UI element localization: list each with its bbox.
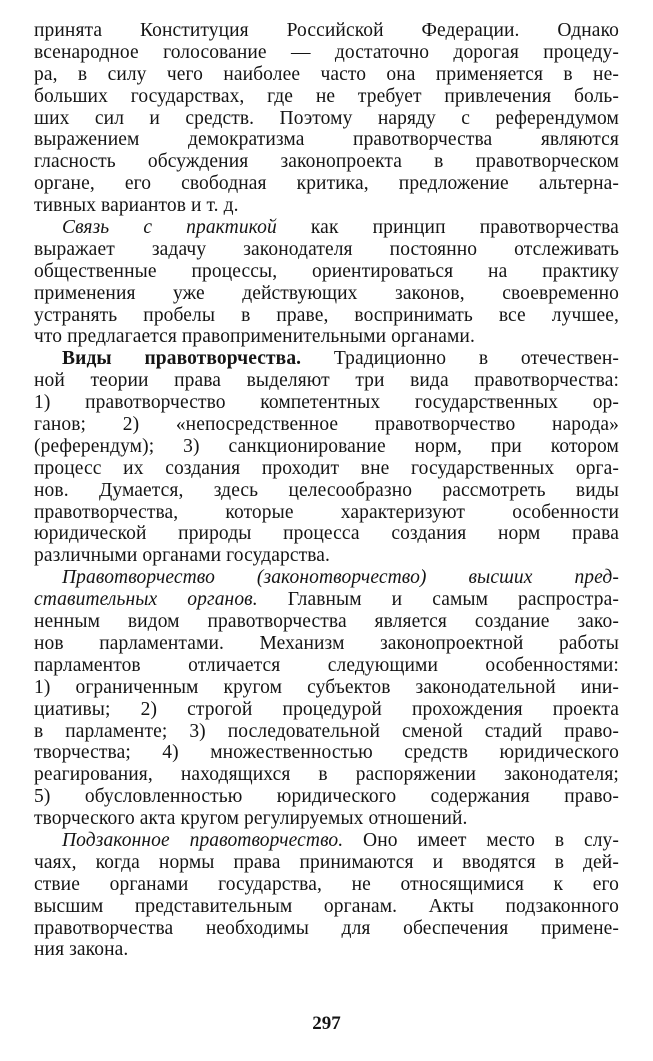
word: прохождения [412, 698, 523, 720]
word: создание [474, 611, 550, 633]
word: предложение [398, 173, 509, 195]
word: процедурой [282, 698, 382, 720]
word: проекта [552, 698, 619, 720]
word: правоприменительными [181, 326, 392, 348]
word: Механизм [259, 632, 345, 654]
word: обусловленностью [84, 786, 243, 808]
word: средств. [185, 107, 255, 129]
text-line [34, 261, 619, 283]
word: сил [94, 107, 125, 129]
word: слу- [583, 829, 619, 851]
word: правотворчества. [144, 348, 302, 370]
word: ра, [34, 63, 58, 85]
text-line [34, 370, 619, 392]
word: орга- [575, 457, 619, 479]
text-line [34, 283, 619, 305]
word: где [267, 85, 294, 107]
word: права [572, 523, 619, 545]
word: правотворчество [374, 414, 516, 436]
word: критика, [296, 173, 369, 195]
word: право- [564, 786, 619, 808]
word: достаточно [334, 41, 430, 63]
word: правотворчества: [474, 370, 619, 392]
word: видом [127, 611, 180, 633]
word: кругом [223, 676, 283, 698]
word: Традиционно [333, 348, 447, 370]
word: целесообразно [288, 479, 413, 501]
text-line [34, 20, 619, 42]
paragraph [34, 348, 619, 567]
word: особенностями: [485, 654, 619, 676]
word: что [34, 326, 68, 348]
word: три [355, 370, 385, 392]
word: вводятся [462, 851, 536, 873]
word: виды [575, 479, 619, 501]
word: правотворчества [34, 917, 174, 939]
word: последовательной [227, 720, 380, 742]
word: его [124, 173, 152, 195]
word: содержания [430, 786, 530, 808]
word: строгой [187, 698, 253, 720]
word: Главным [287, 589, 362, 611]
word: законопроекта [280, 151, 403, 173]
paragraph [34, 20, 619, 217]
word: праве, [276, 304, 329, 326]
word: парламентов [34, 654, 141, 676]
word: сменой [401, 720, 463, 742]
word: она [386, 63, 416, 85]
word: Конституция [139, 20, 249, 41]
word: обсуждения [147, 151, 249, 173]
word: органе, [34, 173, 95, 195]
word: Виды [62, 348, 112, 370]
word: котором [550, 435, 619, 457]
word: в [434, 151, 444, 173]
word: референдумом [495, 107, 619, 129]
word: требует [357, 85, 422, 107]
word: стадий [484, 720, 543, 742]
word: лучшее, [551, 304, 619, 326]
word: имеет [417, 829, 467, 851]
word: Поэтому [279, 107, 353, 129]
word: государственных [414, 392, 559, 414]
word: в [554, 829, 565, 851]
word: норм, [414, 435, 462, 457]
word: принцип [372, 217, 446, 239]
word: воспринимать [354, 304, 473, 326]
word: дей- [583, 851, 619, 873]
word: дорогая [453, 41, 519, 63]
word: законов, [395, 282, 465, 304]
word: циативы; [34, 698, 111, 720]
word: практику [542, 260, 619, 282]
word: государства, [218, 873, 322, 895]
word: процессы, [191, 260, 278, 282]
word: «непосредственное [175, 414, 339, 436]
text-line [34, 523, 619, 545]
text-line [34, 86, 619, 108]
word: и [432, 851, 444, 873]
text-line [34, 611, 619, 633]
word: отечествен- [520, 348, 619, 370]
word: парламенте; [65, 720, 168, 742]
word: альтерна- [538, 173, 619, 195]
word: 2) [122, 414, 140, 436]
word: д. [223, 195, 239, 217]
word: ор- [592, 392, 619, 414]
word: и [391, 589, 403, 611]
word: ставительных [34, 589, 158, 611]
word: правотворчество. [189, 829, 344, 851]
text-line [34, 918, 619, 940]
word: отличается [188, 654, 281, 676]
word: создания [165, 457, 241, 479]
word: необходимы [205, 917, 309, 939]
text-line [34, 305, 619, 327]
text-line [34, 414, 619, 436]
word: в [478, 348, 489, 370]
word: высших [468, 567, 533, 589]
word: в [241, 304, 251, 326]
word: характеризуют [340, 501, 466, 523]
text-line [34, 108, 619, 130]
word: средств [404, 742, 469, 764]
text-line [34, 721, 619, 743]
word: в [563, 63, 573, 85]
word: Федерации. [421, 20, 520, 41]
word: примене- [540, 917, 619, 939]
word: ствие [34, 873, 80, 895]
word: все [498, 304, 526, 326]
word: юридического [276, 786, 397, 808]
word: творчества; [34, 742, 131, 764]
word: относящимися [400, 873, 524, 895]
text-line [34, 502, 619, 524]
word: права [174, 370, 222, 392]
word: не [351, 873, 371, 895]
word: зако- [577, 611, 619, 633]
word: вне [360, 457, 390, 479]
text-line [34, 195, 619, 217]
text-line [34, 545, 619, 567]
word: регулируемых [244, 808, 369, 830]
word: в [318, 764, 328, 786]
text-line [34, 896, 619, 918]
word: 1) [34, 392, 51, 414]
word: органами. [391, 326, 475, 348]
text-line [34, 326, 619, 348]
text-line [34, 436, 619, 458]
text-line [34, 480, 619, 502]
word: творческого [34, 808, 140, 830]
word: органами [109, 873, 189, 895]
word: компетентных [260, 392, 381, 414]
word: кругом [180, 808, 244, 830]
text-line [34, 699, 619, 721]
word: правотворчества, [34, 501, 179, 523]
text-line [34, 786, 619, 808]
word: Думается, [98, 479, 184, 501]
word: задачу [151, 238, 207, 260]
word: ини- [580, 676, 619, 698]
text-line [34, 239, 619, 261]
word: часто [320, 63, 367, 85]
word: распростра- [518, 589, 619, 611]
word: нормы [158, 851, 215, 873]
word: в [34, 720, 44, 742]
word: Подзаконное [62, 829, 170, 851]
word: ограниченным [75, 676, 199, 698]
word: принята [34, 20, 103, 41]
word: распоряжении [355, 764, 477, 786]
text-line [34, 677, 619, 699]
word: право- [564, 720, 619, 742]
text-line [34, 589, 619, 611]
word: процесс [34, 457, 102, 479]
word: 3) [189, 720, 206, 742]
word: законодательной [415, 676, 556, 698]
word: в [77, 63, 88, 85]
word: (референдум); [34, 435, 155, 457]
word: чего [166, 63, 203, 85]
word: т. [206, 195, 224, 217]
word: является [374, 611, 448, 633]
text-line [34, 939, 619, 961]
word: пред- [574, 567, 619, 589]
word: здесь [213, 479, 259, 501]
word: правотворчества [207, 611, 347, 633]
word: 3) [183, 435, 200, 457]
word: Правотворчество [62, 567, 215, 589]
text-line [34, 742, 619, 764]
paragraph [34, 830, 619, 961]
word: законодателя; [504, 764, 619, 786]
word: своевременно [502, 282, 619, 304]
text-line [34, 655, 619, 677]
word: 1) [34, 676, 51, 698]
word: устранять [34, 304, 118, 326]
text-line [34, 217, 619, 239]
word: выражает [34, 238, 115, 260]
word: вариантов [101, 195, 192, 217]
word: правотворчество [85, 392, 226, 414]
word: государствах, [130, 85, 245, 107]
word: подзаконного [505, 895, 619, 917]
word: к [553, 873, 564, 895]
text-line [34, 348, 619, 370]
word: теории [90, 370, 149, 392]
word: ших [34, 107, 70, 129]
text-line [34, 392, 619, 414]
word: в [554, 851, 565, 873]
word: Российской [286, 20, 384, 41]
word: 4) [162, 742, 179, 764]
word: ориентироваться [312, 260, 454, 282]
word: различными [34, 545, 143, 567]
word: процесса [283, 523, 360, 545]
word: проходит [261, 457, 340, 479]
word: тивных [34, 195, 102, 217]
text-line [34, 830, 619, 852]
page-number: 297 [312, 1013, 341, 1034]
word: государства. [226, 545, 331, 567]
word: ненным [34, 611, 101, 633]
word: субъектов [307, 676, 391, 698]
word: находящихся [180, 764, 291, 786]
word: привлечения [444, 85, 552, 107]
word: Акты [428, 895, 474, 917]
word: особенности [512, 501, 619, 523]
text-line [34, 808, 619, 830]
word: процеду- [543, 41, 619, 63]
word: реагирования, [34, 764, 153, 786]
word: принимаются [299, 851, 414, 873]
text-line [34, 852, 619, 874]
word: с [143, 217, 153, 239]
word: их [123, 457, 144, 479]
word: законодателя [243, 238, 353, 260]
word: отслеживать [514, 238, 619, 260]
word: демократизма [188, 129, 305, 151]
word: больших [34, 85, 108, 107]
word: (законотворчество) [256, 567, 427, 589]
word: всенародное [34, 41, 139, 63]
text-line [34, 874, 619, 896]
word: правотворчества [479, 217, 619, 239]
word: действующих [242, 282, 358, 304]
word: рассмотреть [442, 479, 546, 501]
word: ганов; [34, 414, 87, 436]
word: ной [34, 370, 65, 392]
paragraph [34, 567, 619, 830]
text-line [34, 42, 619, 64]
word: Связь [62, 217, 110, 239]
word: гласность [34, 151, 116, 173]
word: следующими [327, 654, 438, 676]
word: боль- [573, 85, 619, 107]
word: множественностью [210, 742, 373, 764]
word: самым [432, 589, 489, 611]
word: акта [139, 808, 181, 830]
word: которые [225, 501, 294, 523]
word: для [341, 917, 371, 939]
paragraph [34, 217, 619, 348]
word: юридической [34, 523, 147, 545]
word: природы [178, 523, 252, 545]
word: ния [34, 939, 70, 961]
text-line [34, 151, 619, 173]
text-line [34, 633, 619, 655]
word: на [488, 260, 508, 282]
word: и [191, 195, 207, 217]
word: Однако [557, 20, 619, 41]
text-line [34, 173, 619, 195]
word: права [233, 851, 281, 873]
word: народа» [551, 414, 619, 436]
word: органам. [323, 895, 398, 917]
word: наиболее [223, 63, 301, 85]
word: и [149, 107, 160, 129]
word: как [310, 217, 339, 239]
word: выражением [34, 129, 140, 151]
word: органов. [187, 589, 258, 611]
text-line [34, 567, 619, 589]
word: при [490, 435, 522, 457]
word: юридического [499, 742, 619, 764]
word: закона. [69, 939, 129, 961]
word: применяется [435, 63, 544, 85]
word: государственных [411, 457, 555, 479]
word: с [461, 107, 471, 129]
word: место [486, 829, 535, 851]
word: нов [34, 632, 64, 654]
word: органами [142, 545, 227, 567]
text-line [34, 458, 619, 480]
word: 2) [140, 698, 158, 720]
page-body [34, 20, 619, 961]
word: не- [593, 63, 619, 85]
word: силу [107, 63, 147, 85]
word: общественные [34, 260, 157, 282]
word: Оно [363, 829, 398, 851]
word: обеспечения [403, 917, 509, 939]
word: парламентами. [99, 632, 224, 654]
word: нов. [34, 479, 69, 501]
word: отношений. [368, 808, 468, 830]
word: его [592, 873, 619, 895]
text-line [34, 764, 619, 786]
word: норм [497, 523, 541, 545]
word: уже [173, 282, 205, 304]
word: правотворческом [475, 151, 619, 173]
word: выделяют [246, 370, 330, 392]
word: наряду [377, 107, 436, 129]
word: чаях, [34, 851, 77, 873]
word: пробелы [143, 304, 216, 326]
word: санкционирование [228, 435, 386, 457]
word: представительным [134, 895, 293, 917]
word: практикой [186, 217, 277, 239]
word: являются [540, 129, 619, 151]
word: постоянно [389, 238, 478, 260]
word: правотворчества [353, 129, 493, 151]
word: 5) [34, 786, 51, 808]
text-line [34, 64, 619, 86]
word: работы [558, 632, 619, 654]
word: — [290, 41, 311, 63]
word: законопроектной [380, 632, 524, 654]
word: применения [34, 282, 136, 304]
text-line [34, 129, 619, 151]
word: голосование [163, 41, 267, 63]
word: свободная [181, 173, 267, 195]
word: когда [95, 851, 140, 873]
word: не [315, 85, 336, 107]
word: создания [391, 523, 467, 545]
word: высшим [34, 895, 104, 917]
word: вида [410, 370, 449, 392]
word: предлагается [67, 326, 182, 348]
